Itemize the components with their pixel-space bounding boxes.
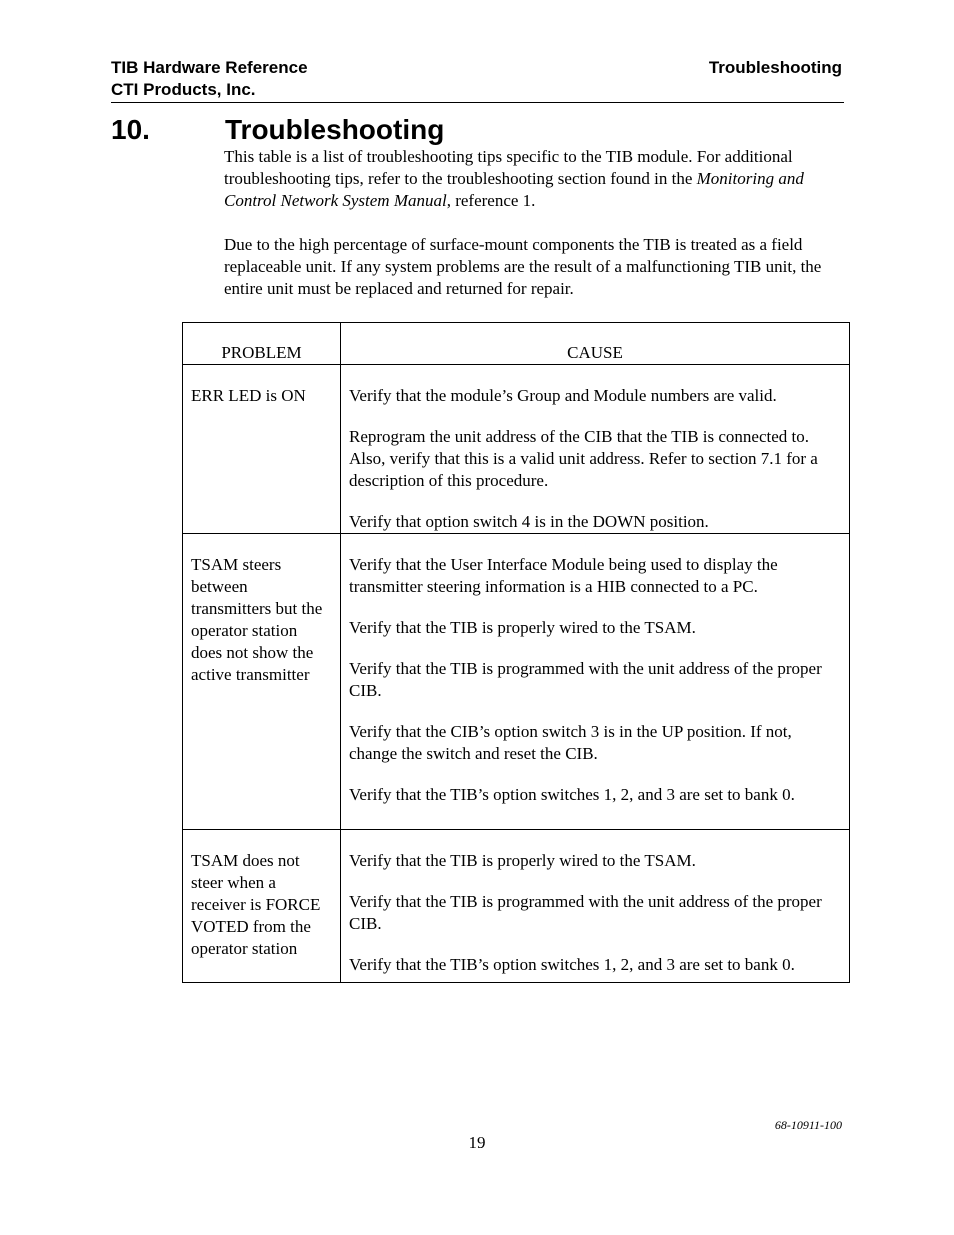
intro-text-end: , reference 1. <box>446 191 536 210</box>
troubleshooting-table <box>182 322 850 983</box>
cause-item: Verify that the TIB is programmed with the unit address of the proper CIB. <box>349 892 822 933</box>
manual-title: Monitoring and Control Network System Manual <box>224 169 804 210</box>
cause-header: CAUSE <box>341 323 850 365</box>
header-title: TIB Hardware Reference <box>111 58 308 77</box>
cause-item: Verify that the User Interface Module being used to display the transmitter steering information is a HIB connected to a PC. <box>349 555 778 596</box>
cause-item: Verify that the TIB’s option switches 1, 2, and 3 are set to bank 0. <box>349 955 795 974</box>
header-left <box>111 57 308 101</box>
cause-item: Verify that the module’s Group and Module numbers are valid. <box>349 386 777 405</box>
header-company: CTI Products, Inc. <box>111 80 256 99</box>
problem-cell: ERR LED is ON <box>183 365 341 534</box>
intro-text: This table is a list of troubleshooting tips specific to the TIB module. For additional troubleshooting tips, refer to the troubleshooting section found in the <box>224 147 793 188</box>
intro-paragraph-1 <box>224 146 834 212</box>
cause-item: Verify that the TIB is programmed with the unit address of the proper CIB. <box>349 659 822 700</box>
table-row <box>183 534 850 830</box>
header-section: Troubleshooting <box>708 58 842 77</box>
problem-header: PROBLEM <box>183 323 341 365</box>
cause-item: Verify that the TIB is properly wired to the TSAM. <box>349 618 696 637</box>
document-number: 68-10911-100 <box>774 1118 842 1132</box>
cause-cell <box>341 365 850 534</box>
cause-item: Verify that option switch 4 is in the DOWN position. <box>349 512 709 531</box>
section-number: 10. <box>111 114 150 145</box>
cause-item: Verify that the TIB is properly wired to the TSAM. <box>349 851 696 870</box>
problem-cell: TSAM does not steer when a receiver is FORCE VOTED from the operator station <box>183 830 341 983</box>
problem-cell: TSAM steers between transmitters but the operator station does not show the active transmitter <box>183 534 341 830</box>
cause-cell <box>341 830 850 983</box>
table-row <box>183 365 850 534</box>
intro-paragraph-2: Due to the high percentage of surface-mount components the TIB is treated as a field replaceable unit. If any system problems are the result of a malfunctioning TIB unit, the entire unit must be replaced and returned for repair. <box>224 235 822 298</box>
cause-item: Verify that the CIB’s option switch 3 is in the UP position. If not, change the switch and reset the CIB. <box>349 722 792 763</box>
table-row <box>183 830 850 983</box>
page-number: 19 <box>468 1133 486 1152</box>
header-rule <box>111 102 844 103</box>
cause-item: Verify that the TIB’s option switches 1, 2, and 3 are set to bank 0. <box>349 785 795 804</box>
table-header-row <box>183 323 850 365</box>
section-title: Troubleshooting <box>225 114 445 145</box>
cause-item: Reprogram the unit address of the CIB that the TIB is connected to. Also, verify that this is a valid unit address. Refer to section 7.1 for a description of this procedure. <box>349 427 818 490</box>
cause-cell <box>341 534 850 830</box>
